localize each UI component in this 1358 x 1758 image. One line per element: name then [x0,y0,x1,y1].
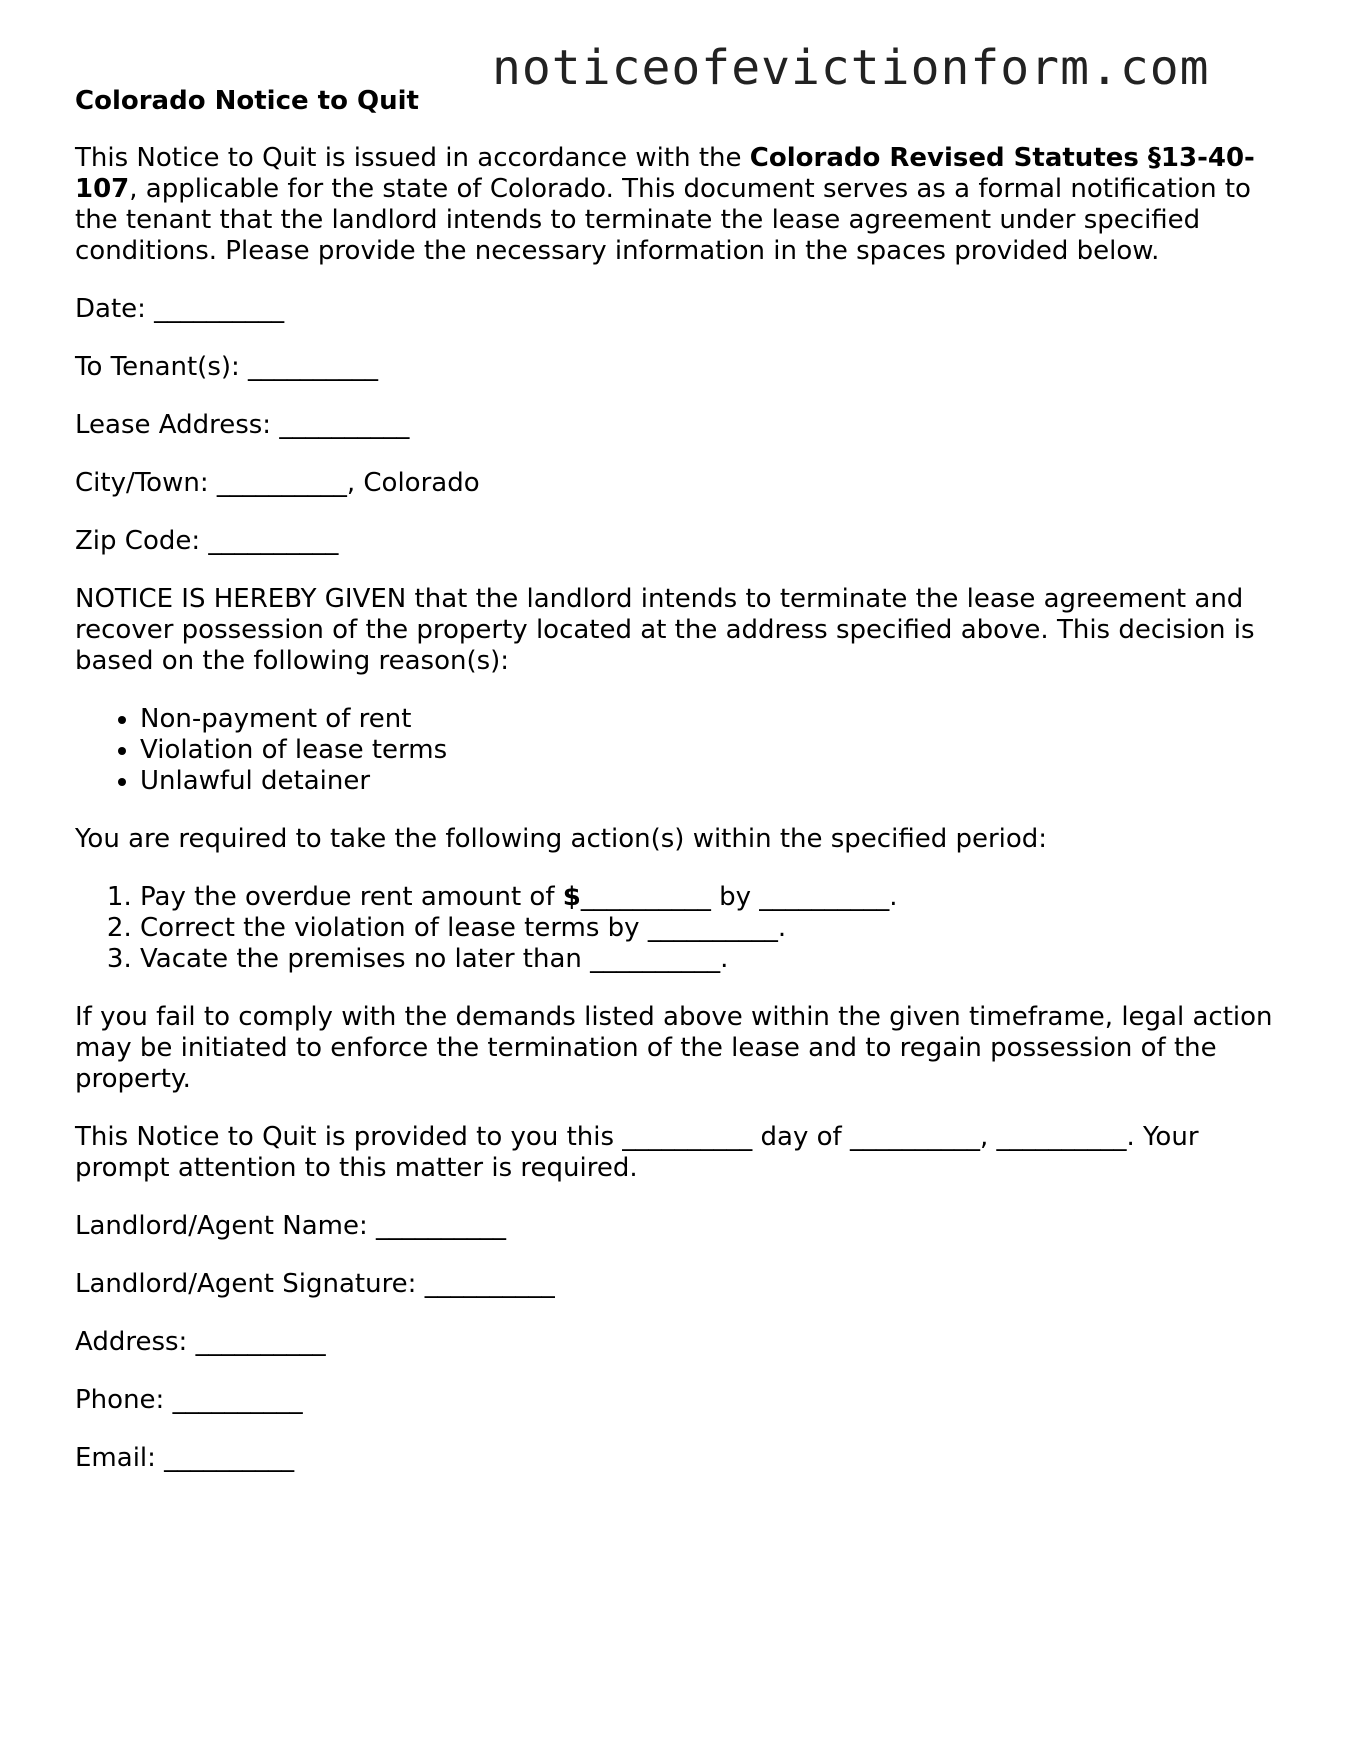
phone-field [75,1385,1285,1416]
landlord-signature-field [75,1269,1285,1300]
actions-intro: You are required to take the following action(s) within the specified period: [75,824,1048,854]
city-state-suffix: , Colorado [346,468,480,498]
intro-text-2: , applicable for the state of Colorado. This document serves as a formal notification to the tenant that the landlord intends to terminate the lease agreement under specified conditions. Please provide the necessary information in the spaces provided below. [75,174,1251,266]
statute-reference: Colorado Revised Statutes §13-40-107 [75,143,1255,204]
actions-list [75,882,1285,975]
date-blank[interactable]: __________ [154,294,285,324]
landlord-name-blank[interactable]: __________ [375,1211,506,1241]
notice-paragraph: NOTICE IS HEREBY GIVEN that the landlord intends to terminate the lease agreement and recover possession of the property located at the address specified above. This decision is based on the following reason(s): [75,584,1255,676]
provided-paragraph: This Notice to Quit is provided to you this __________ day of __________, __________. Your prompt attention to this matter is required. [75,1122,1199,1183]
date-field [75,294,1285,325]
address-blank[interactable]: __________ [195,1327,326,1357]
document-body [75,86,1285,1501]
phone-blank[interactable]: __________ [172,1385,303,1415]
site-watermark: noticeofevictionform.com [492,40,1210,96]
reason-item: • Violation of lease terms [140,735,1285,766]
city-label: City/Town: [75,468,217,498]
zip-blank[interactable]: __________ [208,526,339,556]
lease-address-label: Lease Address: [75,410,280,440]
reason-item: • Unlawful detainer [140,766,1285,797]
tenant-blank[interactable]: __________ [248,352,379,382]
action-item-pay-rent [140,882,1285,913]
email-field [75,1443,1285,1474]
action-item-vacate: 3. Vacate the premises no later than __________. [140,944,1285,975]
fail-paragraph: If you fail to comply with the demands listed above within the given timeframe, legal action may be initiated to enforce the termination of the lease and to regain possession of the property. [75,1002,1273,1094]
date-label: Date: [75,294,155,324]
landlord-signature-label: Landlord/Agent Signature: [75,1269,425,1299]
lease-address-field [75,410,1285,441]
zip-field [75,526,1285,557]
email-blank[interactable]: __________ [164,1443,295,1473]
landlord-name-label: Landlord/Agent Name: [75,1211,376,1241]
reasons-list [75,704,1285,797]
landlord-signature-blank[interactable]: __________ [424,1269,555,1299]
document-title: Colorado Notice to Quit [75,86,419,116]
address-label: Address: [75,1327,196,1357]
action-pay-blanks[interactable]: __________ by __________. [580,882,898,912]
reason-item: • Non-payment of rent [140,704,1285,735]
tenant-label: To Tenant(s): [75,352,249,382]
tenant-field [75,352,1285,383]
action-item-correct-violation: 2. Correct the violation of lease terms by __________. [140,913,1285,944]
city-field [75,468,1285,499]
dollar-sign: $ [562,882,581,912]
email-label: Email: [75,1443,165,1473]
address-field [75,1327,1285,1358]
zip-label: Zip Code: [75,526,209,556]
city-blank[interactable]: __________ [216,468,347,498]
intro-paragraph [75,143,1285,267]
action-pay-text: Pay the overdue rent amount of [140,882,563,912]
phone-label: Phone: [75,1385,173,1415]
landlord-name-field [75,1211,1285,1242]
intro-text-1: This Notice to Quit is issued in accordance with the [75,143,750,173]
lease-address-blank[interactable]: __________ [279,410,410,440]
